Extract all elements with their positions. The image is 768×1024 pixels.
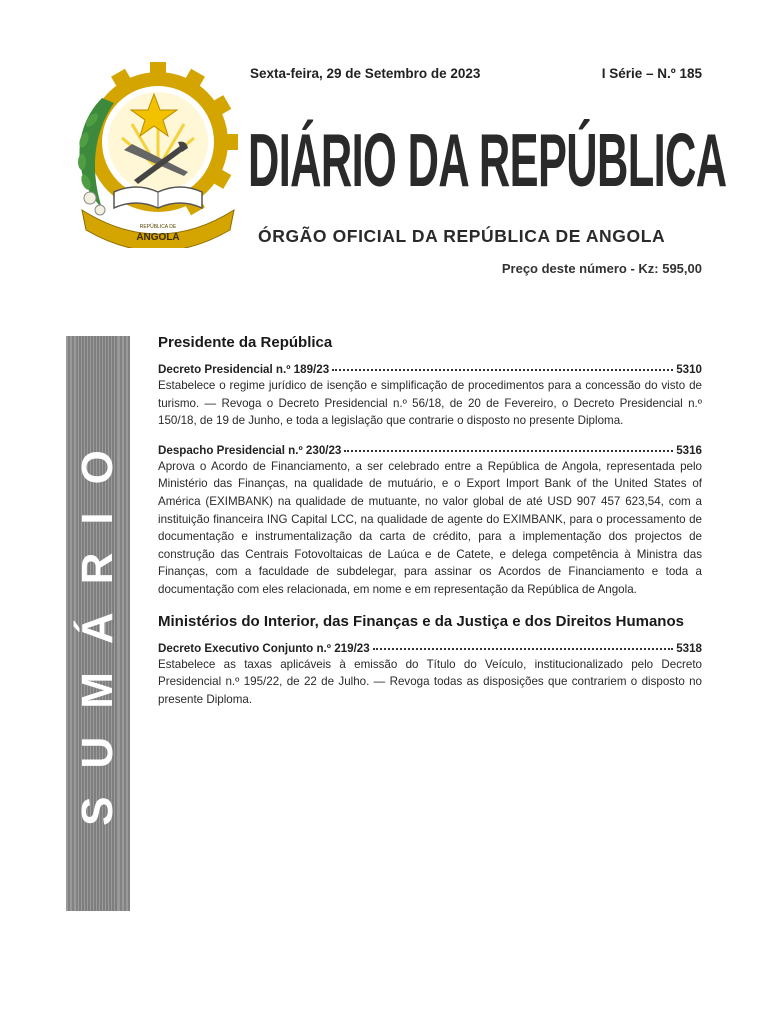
entry-page-number: 5316 xyxy=(676,443,702,457)
issue-price: Preço deste número - Kz: 595,00 xyxy=(501,261,702,276)
summary-entry xyxy=(158,642,702,709)
entry-title: Despacho Presidencial n.º 230/23 xyxy=(158,443,342,457)
section-title: Ministérios do Interior, das Finanças e da Justiça e dos Direitos Humanos xyxy=(158,612,684,630)
issue-series-number: I Série – N.º 185 xyxy=(601,66,702,81)
summary-band-label: SUMÁRIO xyxy=(73,421,122,826)
issue-date: Sexta-feira, 29 de Setembro de 2023 xyxy=(250,66,481,81)
entry-title: Decreto Presidencial n.º 189/23 xyxy=(158,363,330,376)
summary-entry xyxy=(158,444,702,599)
entry-page-number: 5310 xyxy=(676,363,702,376)
dot-leader xyxy=(373,647,674,650)
angola-coat-of-arms-icon xyxy=(62,58,240,248)
masthead-title: DIÁRIO DA REPÚBLICA xyxy=(248,117,727,202)
section-title: Presidente da República xyxy=(158,334,333,351)
entry-title: Decreto Executivo Conjunto n.º 219/23 xyxy=(158,641,370,655)
entry-page-number: 5318 xyxy=(676,641,702,655)
entry-description: Estabelece as taxas aplicáveis à emissão do Título do Veículo, institucionalizado pelo Decreto Presidencial n.º 195/22, de 22 de Julho. — Revoga todas as disposições que contrariem o disposto no presente Diploma. xyxy=(158,657,702,706)
summary-section xyxy=(158,334,702,599)
summary-band xyxy=(66,336,130,911)
emblem-motto: REPÚBLICA DE xyxy=(139,224,177,230)
summary-entry xyxy=(158,363,702,430)
entry-description: Aprova o Acordo de Financiamento, a ser celebrado entre a República de Angola, representada pelo Ministério das Finanças, na qualidade de mutuário, e o Export Import Bank of the United States of América (EXIMBANK) na qualidade de mutuante, no valor global de até USD 907 457 623,54, com a instituição financeira ING Capital LCC, na qualidade de agente do EXIMBANK, para o processamento de documentação e instrumentalização da carta de crédito, para a implementação dos projectos de construção das Centrais Fotovoltaicas de Laúca e de Catete, e delega competência à Ministra das Finanças, com a faculdade de subdelegar, para assinar os Acordos de Financiamento e toda a documentação com eles relacionada, em nome e em representação da República de Angola. xyxy=(158,459,702,596)
entry-description: Estabelece o regime jurídico de isenção e simplificação de procedimentos para a concessão do visto de turismo. — Revoga o Decreto Presidencial n.º 56/18, de 20 de Fevereiro, o Decreto Presidencial n.º 150/18, de 19 de Junho, e toda a legislação que contrarie o disposto no presente Diploma. xyxy=(158,379,702,428)
dot-leader xyxy=(332,368,673,371)
dot-leader xyxy=(344,449,673,452)
emblem-country-name: ANGOLA xyxy=(136,232,180,243)
summary-section xyxy=(158,613,702,709)
masthead-subtitle: ÓRGÃO OFICIAL DA REPÚBLICA DE ANGOLA xyxy=(258,226,666,246)
summary-contents xyxy=(158,334,702,722)
